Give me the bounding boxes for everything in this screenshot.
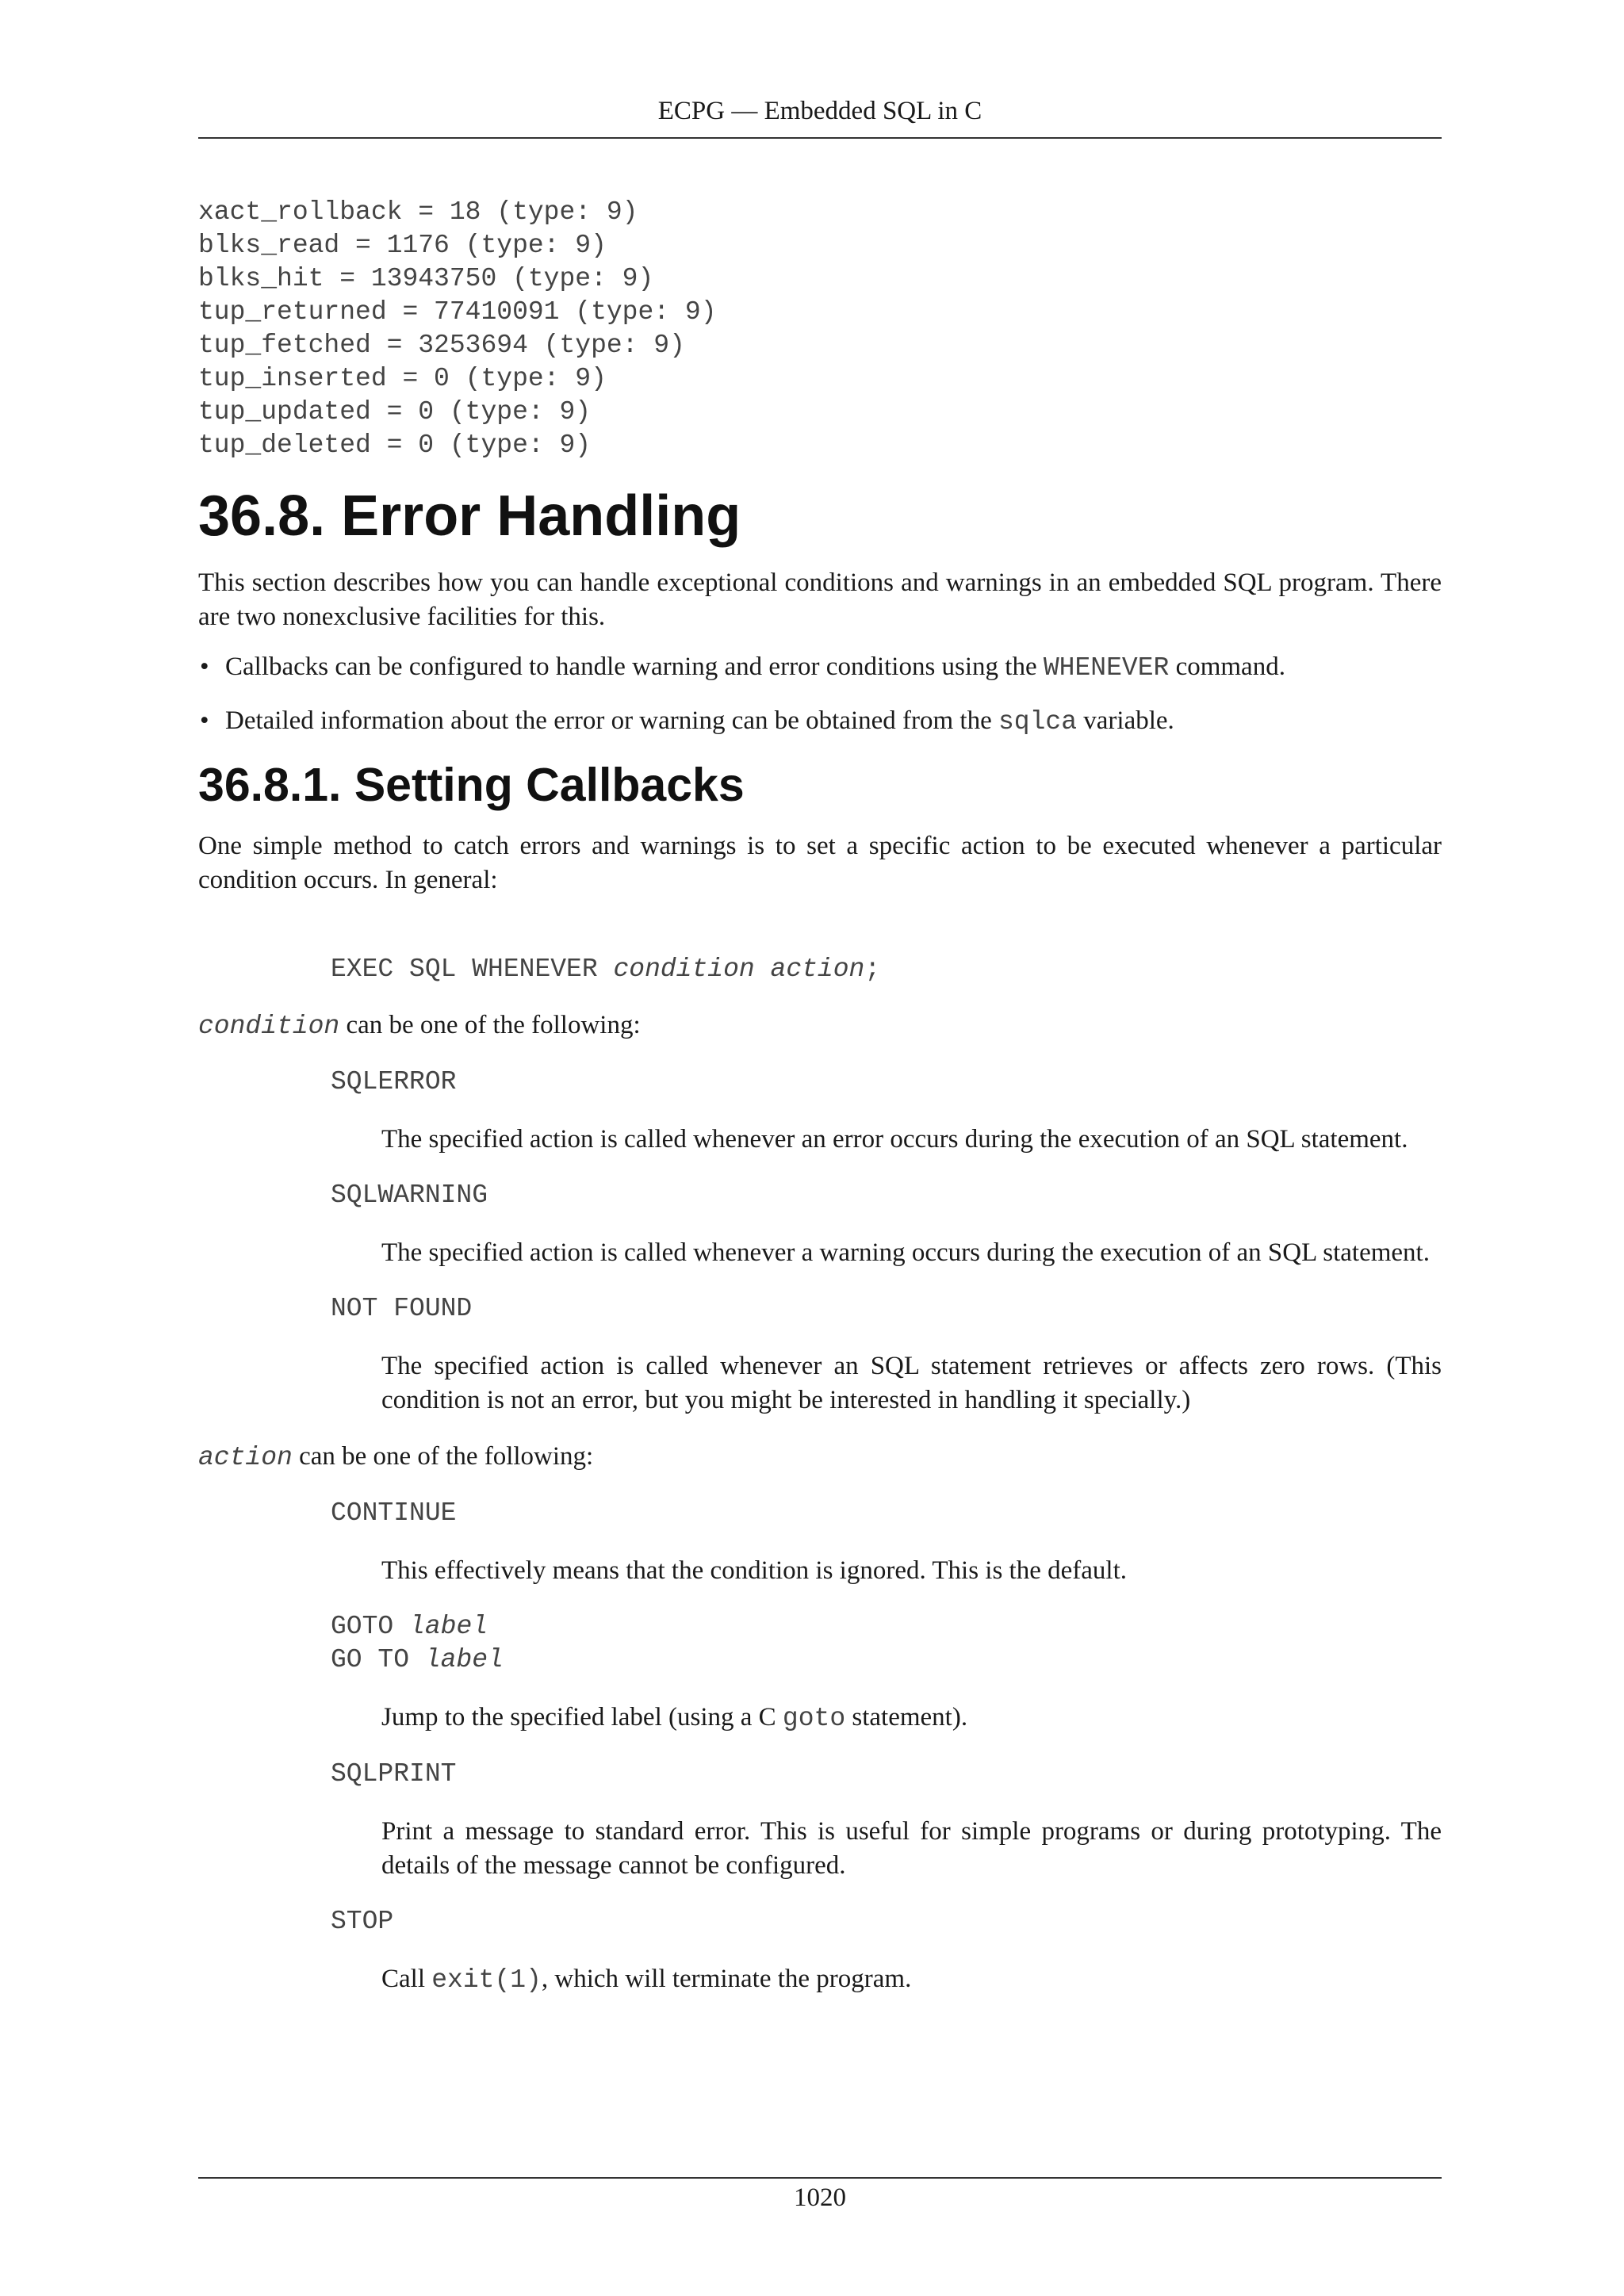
term: SQLPRINT: [331, 1759, 457, 1789]
inline-code: WHENEVER: [1043, 653, 1170, 683]
condition-list: [331, 1066, 1442, 1418]
definition: The specified action is called whenever an SQL statement retrieves or affects zero rows. (This condition is not an error, but you might be interested in handling it specially.): [381, 1352, 1442, 1414]
footer-rule: [198, 2177, 1442, 2179]
code-line: blks_hit = 13943750 (type: 9): [198, 264, 654, 293]
term: CONTINUE: [331, 1498, 457, 1528]
bullet-icon: •: [200, 652, 209, 681]
inline-code: condition: [198, 1012, 340, 1041]
definition: This effectively means that the condition is ignored. This is the default.: [381, 1556, 1127, 1585]
action-list: [331, 1497, 1442, 1997]
bullet-icon: •: [200, 706, 209, 735]
page-number: 1020: [794, 2183, 846, 2212]
syntax-line: EXEC SQL WHENEVER condition action;: [331, 955, 881, 984]
facility-list: [198, 650, 1442, 739]
term: SQLWARNING: [331, 1181, 488, 1210]
inline-code: sqlca: [998, 707, 1078, 737]
running-header: ECPG — Embedded SQL in C: [657, 97, 982, 125]
page-content: [198, 196, 1442, 1997]
action-intro: action can be one of the following:: [198, 1442, 594, 1472]
list-item: • Detailed information about the error or warning can be obtained from the sqlca variable.: [198, 704, 1442, 739]
definition: The specified action is called whenever an error occurs during the execution of an SQL statement.: [381, 1125, 1408, 1154]
code-line: tup_inserted = 0 (type: 9): [198, 364, 607, 393]
code-line: tup_deleted = 0 (type: 9): [198, 430, 592, 460]
definition: Call exit(1), which will terminate the program.: [381, 1965, 912, 1995]
definition: Jump to the specified label (using a C goto statement).: [381, 1703, 968, 1733]
code-line: tup_returned = 77410091 (type: 9): [198, 297, 717, 327]
code-line: xact_rollback = 18 (type: 9): [198, 197, 638, 227]
code-line: blks_read = 1176 (type: 9): [198, 231, 607, 260]
subsection-intro: One simple method to catch errors and warnings is to set a specific action to be executed whenever a particular condition occurs. In general:: [198, 832, 1442, 894]
term: SQLERROR: [331, 1067, 457, 1096]
term: STOP: [331, 1907, 394, 1936]
code-listing-stats: [198, 196, 1442, 462]
code-line: tup_updated = 0 (type: 9): [198, 397, 592, 427]
inline-code: exit(1): [431, 1965, 542, 1995]
condition-intro: condition can be one of the following:: [198, 1011, 641, 1041]
subsection-heading: 36.8.1. Setting Callbacks: [198, 759, 745, 811]
definition: Print a message to standard error. This is useful for simple programs or during prototyping. The details of the message cannot be configured.: [381, 1817, 1442, 1880]
inline-code: goto: [782, 1704, 846, 1733]
definition: The specified action is called whenever a warning occurs during the execution of an SQL statement.: [381, 1238, 1430, 1267]
term: NOT FOUND: [331, 1294, 473, 1323]
header-rule: [198, 137, 1442, 139]
list-item: • Callbacks can be configured to handle warning and error conditions using the WHENEVER command.: [198, 650, 1442, 685]
term: GOTO label: [331, 1612, 488, 1641]
term: GO TO label: [331, 1645, 504, 1674]
inline-code: action: [198, 1443, 293, 1472]
section-intro: This section describes how you can handle exceptional conditions and warnings in an embedded SQL program. There are two nonexclusive facilities for this.: [198, 568, 1442, 631]
section-heading: 36.8. Error Handling: [198, 484, 741, 548]
code-line: tup_fetched = 3253694 (type: 9): [198, 331, 685, 360]
